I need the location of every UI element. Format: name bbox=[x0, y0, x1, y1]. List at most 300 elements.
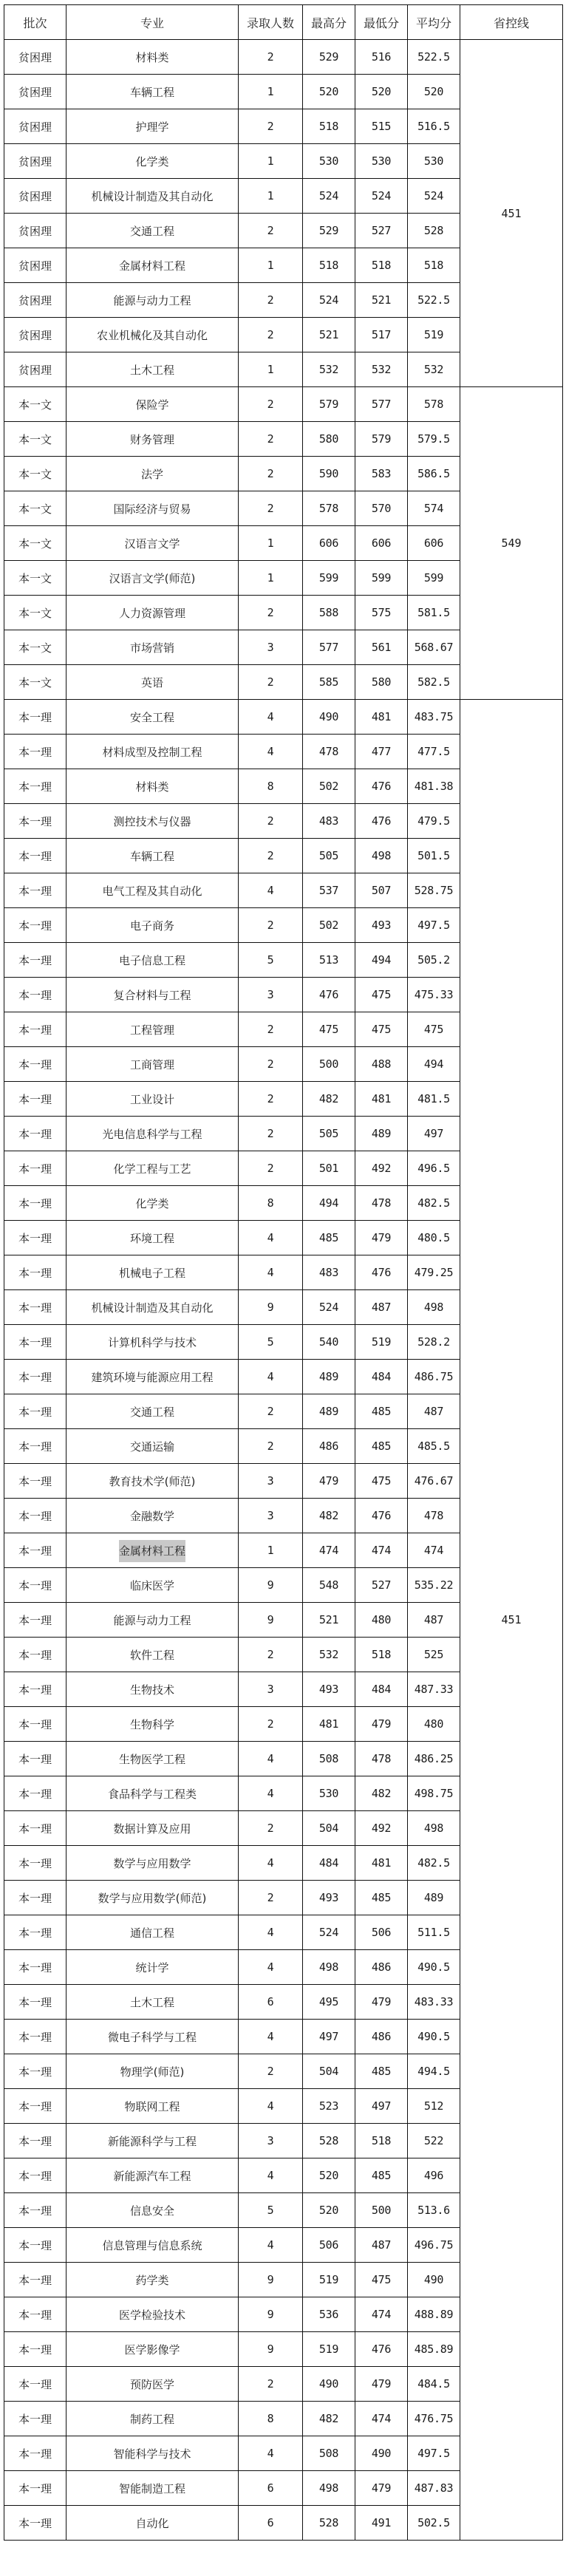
cell-admitted-count: 2 bbox=[239, 1012, 303, 1047]
cell-min-score: 481 bbox=[355, 1082, 408, 1117]
cell-major: 信息安全 bbox=[67, 2193, 239, 2228]
cell-max-score: 475 bbox=[303, 1012, 355, 1047]
cell-min-score: 515 bbox=[355, 109, 408, 144]
cell-major: 国际经济与贸易 bbox=[67, 491, 239, 526]
cell-major: 电子商务 bbox=[67, 908, 239, 943]
cell-control-line: 451 bbox=[460, 700, 563, 2541]
cell-avg-score: 487.33 bbox=[408, 1672, 460, 1707]
cell-avg-score: 528 bbox=[408, 214, 460, 248]
cell-max-score: 493 bbox=[303, 1672, 355, 1707]
cell-admitted-count: 2 bbox=[239, 387, 303, 422]
cell-major: 预防医学 bbox=[67, 2367, 239, 2402]
cell-min-score: 599 bbox=[355, 561, 408, 596]
cell-max-score: 606 bbox=[303, 526, 355, 561]
cell-major: 法学 bbox=[67, 457, 239, 491]
cell-major: 金融数学 bbox=[67, 1499, 239, 1533]
cell-max-score: 493 bbox=[303, 1881, 355, 1915]
cell-avg-score: 476.67 bbox=[408, 1464, 460, 1499]
cell-avg-score: 532 bbox=[408, 352, 460, 387]
cell-avg-score: 511.5 bbox=[408, 1915, 460, 1950]
cell-admitted-count: 9 bbox=[239, 1603, 303, 1638]
cell-batch: 本一理 bbox=[4, 1325, 67, 1360]
cell-major: 人力资源管理 bbox=[67, 596, 239, 630]
cell-min-score: 481 bbox=[355, 700, 408, 735]
cell-batch: 本一理 bbox=[4, 1429, 67, 1464]
cell-min-score: 479 bbox=[355, 1221, 408, 1255]
cell-avg-score: 599 bbox=[408, 561, 460, 596]
cell-min-score: 485 bbox=[355, 1881, 408, 1915]
cell-max-score: 489 bbox=[303, 1360, 355, 1394]
cell-min-score: 580 bbox=[355, 665, 408, 700]
cell-admitted-count: 2 bbox=[239, 318, 303, 352]
cell-batch: 本一理 bbox=[4, 1672, 67, 1707]
cell-avg-score: 522.5 bbox=[408, 283, 460, 318]
cell-batch: 本一理 bbox=[4, 1811, 67, 1846]
cell-admitted-count: 4 bbox=[239, 873, 303, 908]
cell-major: 软件工程 bbox=[67, 1638, 239, 1672]
header-max-score: 最高分 bbox=[303, 5, 355, 40]
cell-admitted-count: 1 bbox=[239, 75, 303, 109]
cell-avg-score: 490.5 bbox=[408, 1950, 460, 1985]
cell-major: 电子信息工程 bbox=[67, 943, 239, 978]
cell-min-score: 579 bbox=[355, 422, 408, 457]
cell-batch: 本一理 bbox=[4, 1082, 67, 1117]
cell-batch: 本一理 bbox=[4, 1846, 67, 1881]
cell-min-score: 478 bbox=[355, 1186, 408, 1221]
cell-max-score: 590 bbox=[303, 457, 355, 491]
cell-avg-score: 513.6 bbox=[408, 2193, 460, 2228]
cell-batch: 本一理 bbox=[4, 1464, 67, 1499]
table-body bbox=[4, 40, 563, 2541]
cell-major: 信息管理与信息系统 bbox=[67, 2228, 239, 2263]
cell-admitted-count: 2 bbox=[239, 839, 303, 873]
cell-avg-score: 488.89 bbox=[408, 2297, 460, 2332]
cell-avg-score: 606 bbox=[408, 526, 460, 561]
cell-major: 交通工程 bbox=[67, 1394, 239, 1429]
cell-major: 新能源科学与工程 bbox=[67, 2124, 239, 2158]
cell-batch: 本一理 bbox=[4, 1533, 67, 1568]
cell-max-score: 540 bbox=[303, 1325, 355, 1360]
cell-max-score: 577 bbox=[303, 630, 355, 665]
cell-max-score: 530 bbox=[303, 1776, 355, 1811]
cell-major: 制药工程 bbox=[67, 2402, 239, 2436]
cell-min-score: 476 bbox=[355, 2332, 408, 2367]
cell-admitted-count: 4 bbox=[239, 1950, 303, 1985]
cell-major: 财务管理 bbox=[67, 422, 239, 457]
cell-avg-score: 475.33 bbox=[408, 978, 460, 1012]
cell-min-score: 475 bbox=[355, 978, 408, 1012]
cell-batch: 本一文 bbox=[4, 630, 67, 665]
cell-batch: 本一理 bbox=[4, 2124, 67, 2158]
cell-admitted-count: 1 bbox=[239, 144, 303, 179]
cell-avg-score: 487 bbox=[408, 1603, 460, 1638]
cell-batch: 本一文 bbox=[4, 561, 67, 596]
cell-max-score: 578 bbox=[303, 491, 355, 526]
cell-max-score: 536 bbox=[303, 2297, 355, 2332]
cell-avg-score: 579.5 bbox=[408, 422, 460, 457]
cell-admitted-count: 4 bbox=[239, 1776, 303, 1811]
cell-batch: 本一理 bbox=[4, 1117, 67, 1151]
cell-max-score: 599 bbox=[303, 561, 355, 596]
cell-max-score: 474 bbox=[303, 1533, 355, 1568]
cell-batch: 本一理 bbox=[4, 2263, 67, 2297]
cell-avg-score: 484.5 bbox=[408, 2367, 460, 2402]
cell-max-score: 523 bbox=[303, 2089, 355, 2124]
table-row bbox=[4, 387, 563, 422]
cell-max-score: 519 bbox=[303, 2332, 355, 2367]
cell-max-score: 486 bbox=[303, 1429, 355, 1464]
cell-avg-score: 490 bbox=[408, 2263, 460, 2297]
cell-batch: 本一理 bbox=[4, 700, 67, 735]
cell-major: 工商管理 bbox=[67, 1047, 239, 1082]
cell-batch: 本一理 bbox=[4, 2436, 67, 2471]
cell-max-score: 508 bbox=[303, 1742, 355, 1776]
cell-major: 通信工程 bbox=[67, 1915, 239, 1950]
cell-major: 材料类 bbox=[67, 769, 239, 804]
cell-max-score: 518 bbox=[303, 109, 355, 144]
cell-max-score: 498 bbox=[303, 2471, 355, 2506]
cell-avg-score: 496 bbox=[408, 2158, 460, 2193]
cell-admitted-count: 4 bbox=[239, 2020, 303, 2054]
cell-batch: 本一理 bbox=[4, 2402, 67, 2436]
cell-major: 数学与应用数学 bbox=[67, 1846, 239, 1881]
cell-min-score: 484 bbox=[355, 1360, 408, 1394]
cell-min-score: 474 bbox=[355, 2402, 408, 2436]
cell-avg-score: 483.33 bbox=[408, 1985, 460, 2020]
cell-min-score: 517 bbox=[355, 318, 408, 352]
cell-min-score: 485 bbox=[355, 2158, 408, 2193]
cell-admitted-count: 2 bbox=[239, 1151, 303, 1186]
cell-batch: 本一理 bbox=[4, 1221, 67, 1255]
cell-admitted-count: 4 bbox=[239, 2228, 303, 2263]
cell-avg-score: 480 bbox=[408, 1707, 460, 1742]
cell-major: 材料成型及控制工程 bbox=[67, 735, 239, 769]
cell-major: 微电子科学与工程 bbox=[67, 2020, 239, 2054]
cell-major: 光电信息科学与工程 bbox=[67, 1117, 239, 1151]
cell-batch: 本一理 bbox=[4, 1151, 67, 1186]
cell-min-score: 497 bbox=[355, 2089, 408, 2124]
cell-min-score: 479 bbox=[355, 2471, 408, 2506]
cell-batch: 贫困理 bbox=[4, 214, 67, 248]
cell-admitted-count: 2 bbox=[239, 665, 303, 700]
cell-max-score: 520 bbox=[303, 2158, 355, 2193]
cell-batch: 本一理 bbox=[4, 2193, 67, 2228]
cell-max-score: 497 bbox=[303, 2020, 355, 2054]
cell-major: 汉语言文学(师范) bbox=[67, 561, 239, 596]
cell-min-score: 561 bbox=[355, 630, 408, 665]
cell-batch: 贫困理 bbox=[4, 318, 67, 352]
cell-avg-score: 522 bbox=[408, 2124, 460, 2158]
cell-min-score: 479 bbox=[355, 1985, 408, 2020]
cell-min-score: 577 bbox=[355, 387, 408, 422]
cell-min-score: 485 bbox=[355, 2054, 408, 2089]
cell-avg-score: 494 bbox=[408, 1047, 460, 1082]
highlighted-text[interactable]: 金属材料工程 bbox=[119, 1540, 185, 1562]
cell-batch: 本一理 bbox=[4, 2297, 67, 2332]
cell-admitted-count: 3 bbox=[239, 1499, 303, 1533]
cell-max-score: 479 bbox=[303, 1464, 355, 1499]
cell-avg-score: 475 bbox=[408, 1012, 460, 1047]
cell-min-score: 506 bbox=[355, 1915, 408, 1950]
cell-avg-score: 512 bbox=[408, 2089, 460, 2124]
cell-batch: 本一理 bbox=[4, 2367, 67, 2402]
cell-max-score: 508 bbox=[303, 2436, 355, 2471]
header-row bbox=[4, 5, 563, 40]
cell-min-score: 485 bbox=[355, 1394, 408, 1429]
cell-batch: 贫困理 bbox=[4, 40, 67, 75]
cell-batch: 本一理 bbox=[4, 873, 67, 908]
cell-batch: 贫困理 bbox=[4, 283, 67, 318]
cell-batch: 本一理 bbox=[4, 2228, 67, 2263]
cell-min-score: 481 bbox=[355, 1846, 408, 1881]
cell-avg-score: 481.5 bbox=[408, 1082, 460, 1117]
cell-batch: 本一理 bbox=[4, 2020, 67, 2054]
cell-major: 化学类 bbox=[67, 1186, 239, 1221]
cell-major: 智能科学与技术 bbox=[67, 2436, 239, 2471]
cell-admitted-count: 3 bbox=[239, 978, 303, 1012]
cell-max-score: 485 bbox=[303, 1221, 355, 1255]
cell-avg-score: 479.25 bbox=[408, 1255, 460, 1290]
cell-max-score: 524 bbox=[303, 1290, 355, 1325]
cell-batch: 本一理 bbox=[4, 1603, 67, 1638]
cell-admitted-count: 2 bbox=[239, 2367, 303, 2402]
cell-admitted-count: 5 bbox=[239, 943, 303, 978]
cell-avg-score: 496.75 bbox=[408, 2228, 460, 2263]
cell-batch: 本一理 bbox=[4, 1360, 67, 1394]
cell-batch: 本一理 bbox=[4, 908, 67, 943]
cell-max-score: 489 bbox=[303, 1394, 355, 1429]
cell-batch: 本一理 bbox=[4, 1638, 67, 1672]
cell-max-score: 520 bbox=[303, 75, 355, 109]
cell-major: 电气工程及其自动化 bbox=[67, 873, 239, 908]
cell-admitted-count: 2 bbox=[239, 1638, 303, 1672]
cell-major: 汉语言文学 bbox=[67, 526, 239, 561]
cell-admitted-count: 5 bbox=[239, 1325, 303, 1360]
cell-admitted-count: 2 bbox=[239, 908, 303, 943]
cell-batch: 本一理 bbox=[4, 1255, 67, 1290]
cell-min-score: 479 bbox=[355, 1707, 408, 1742]
cell-avg-score: 518 bbox=[408, 248, 460, 283]
cell-major: 市场营销 bbox=[67, 630, 239, 665]
cell-major: 交通运输 bbox=[67, 1429, 239, 1464]
cell-max-score: 588 bbox=[303, 596, 355, 630]
cell-major: 金属材料工程 bbox=[67, 248, 239, 283]
cell-major: 环境工程 bbox=[67, 1221, 239, 1255]
cell-major: 测控技术与仪器 bbox=[67, 804, 239, 839]
cell-avg-score: 487.83 bbox=[408, 2471, 460, 2506]
cell-min-score: 486 bbox=[355, 1950, 408, 1985]
cell-major: 新能源汽车工程 bbox=[67, 2158, 239, 2193]
cell-admitted-count: 4 bbox=[239, 1742, 303, 1776]
cell-major: 材料类 bbox=[67, 40, 239, 75]
cell-batch: 本一理 bbox=[4, 1881, 67, 1915]
cell-min-score: 527 bbox=[355, 1568, 408, 1603]
cell-avg-score: 568.67 bbox=[408, 630, 460, 665]
cell-max-score: 500 bbox=[303, 1047, 355, 1082]
cell-admitted-count: 2 bbox=[239, 2054, 303, 2089]
cell-max-score: 585 bbox=[303, 665, 355, 700]
cell-min-score: 532 bbox=[355, 352, 408, 387]
cell-admitted-count: 2 bbox=[239, 1881, 303, 1915]
cell-min-score: 475 bbox=[355, 2263, 408, 2297]
cell-major: 药学类 bbox=[67, 2263, 239, 2297]
cell-avg-score: 489 bbox=[408, 1881, 460, 1915]
cell-admitted-count: 1 bbox=[239, 1533, 303, 1568]
cell-admitted-count: 2 bbox=[239, 40, 303, 75]
cell-major: 自动化 bbox=[67, 2506, 239, 2541]
cell-max-score: 579 bbox=[303, 387, 355, 422]
cell-major: 机械设计制造及其自动化 bbox=[67, 1290, 239, 1325]
cell-major: 土木工程 bbox=[67, 1985, 239, 2020]
cell-max-score: 483 bbox=[303, 804, 355, 839]
cell-min-score: 518 bbox=[355, 2124, 408, 2158]
cell-avg-score: 474 bbox=[408, 1533, 460, 1568]
cell-min-score: 575 bbox=[355, 596, 408, 630]
cell-max-score: 483 bbox=[303, 1255, 355, 1290]
cell-admitted-count: 4 bbox=[239, 2436, 303, 2471]
cell-major: 保险学 bbox=[67, 387, 239, 422]
cell-avg-score: 530 bbox=[408, 144, 460, 179]
cell-admitted-count: 2 bbox=[239, 491, 303, 526]
cell-batch: 本一理 bbox=[4, 1568, 67, 1603]
cell-major: 交通工程 bbox=[67, 214, 239, 248]
cell-min-score: 524 bbox=[355, 179, 408, 214]
cell-major: 计算机科学与技术 bbox=[67, 1325, 239, 1360]
cell-major: 车辆工程 bbox=[67, 839, 239, 873]
cell-batch: 本一理 bbox=[4, 839, 67, 873]
cell-avg-score: 519 bbox=[408, 318, 460, 352]
cell-admitted-count: 2 bbox=[239, 804, 303, 839]
cell-avg-score: 486.75 bbox=[408, 1360, 460, 1394]
cell-admitted-count: 4 bbox=[239, 700, 303, 735]
cell-admitted-count: 2 bbox=[239, 1707, 303, 1742]
cell-avg-score: 497.5 bbox=[408, 908, 460, 943]
cell-avg-score: 535.22 bbox=[408, 1568, 460, 1603]
cell-max-score: 524 bbox=[303, 1915, 355, 1950]
cell-admitted-count: 9 bbox=[239, 2297, 303, 2332]
cell-max-score: 548 bbox=[303, 1568, 355, 1603]
cell-admitted-count: 3 bbox=[239, 1464, 303, 1499]
cell-max-score: 505 bbox=[303, 839, 355, 873]
cell-min-score: 516 bbox=[355, 40, 408, 75]
cell-batch: 本一理 bbox=[4, 735, 67, 769]
cell-min-score: 583 bbox=[355, 457, 408, 491]
cell-batch: 本一理 bbox=[4, 2158, 67, 2193]
cell-admitted-count: 8 bbox=[239, 1186, 303, 1221]
cell-min-score: 521 bbox=[355, 283, 408, 318]
cell-avg-score: 477.5 bbox=[408, 735, 460, 769]
cell-major: 物联网工程 bbox=[67, 2089, 239, 2124]
cell-batch: 本一文 bbox=[4, 491, 67, 526]
cell-batch: 本一理 bbox=[4, 804, 67, 839]
cell-batch: 本一理 bbox=[4, 1394, 67, 1429]
cell-batch: 贫困理 bbox=[4, 144, 67, 179]
cell-major: 生物科学 bbox=[67, 1707, 239, 1742]
cell-batch: 本一理 bbox=[4, 769, 67, 804]
cell-admitted-count: 1 bbox=[239, 179, 303, 214]
cell-batch: 本一理 bbox=[4, 2506, 67, 2541]
cell-min-score: 490 bbox=[355, 2436, 408, 2471]
cell-batch: 本一理 bbox=[4, 2054, 67, 2089]
cell-max-score: 494 bbox=[303, 1186, 355, 1221]
cell-batch: 本一文 bbox=[4, 422, 67, 457]
cell-batch: 贫困理 bbox=[4, 352, 67, 387]
cell-admitted-count: 4 bbox=[239, 1221, 303, 1255]
cell-avg-score: 487 bbox=[408, 1394, 460, 1429]
cell-min-score: 488 bbox=[355, 1047, 408, 1082]
cell-avg-score: 482.5 bbox=[408, 1186, 460, 1221]
cell-avg-score: 478 bbox=[408, 1499, 460, 1533]
cell-batch: 本一理 bbox=[4, 1707, 67, 1742]
cell-major bbox=[67, 1533, 239, 1568]
cell-admitted-count: 5 bbox=[239, 2193, 303, 2228]
cell-batch: 贫困理 bbox=[4, 75, 67, 109]
cell-avg-score: 516.5 bbox=[408, 109, 460, 144]
cell-avg-score: 479.5 bbox=[408, 804, 460, 839]
cell-min-score: 491 bbox=[355, 2506, 408, 2541]
cell-major: 安全工程 bbox=[67, 700, 239, 735]
cell-max-score: 530 bbox=[303, 144, 355, 179]
cell-admitted-count: 8 bbox=[239, 2402, 303, 2436]
cell-max-score: 501 bbox=[303, 1151, 355, 1186]
cell-avg-score: 524 bbox=[408, 179, 460, 214]
cell-batch: 本一理 bbox=[4, 2089, 67, 2124]
cell-min-score: 476 bbox=[355, 1255, 408, 1290]
cell-avg-score: 498.75 bbox=[408, 1776, 460, 1811]
cell-min-score: 478 bbox=[355, 1742, 408, 1776]
cell-max-score: 504 bbox=[303, 1811, 355, 1846]
cell-batch: 本一理 bbox=[4, 2471, 67, 2506]
cell-batch: 贫困理 bbox=[4, 248, 67, 283]
cell-admitted-count: 2 bbox=[239, 1047, 303, 1082]
cell-batch: 本一理 bbox=[4, 1915, 67, 1950]
cell-min-score: 518 bbox=[355, 1638, 408, 1672]
cell-avg-score: 505.2 bbox=[408, 943, 460, 978]
cell-admitted-count: 3 bbox=[239, 630, 303, 665]
cell-avg-score: 496.5 bbox=[408, 1151, 460, 1186]
cell-max-score: 520 bbox=[303, 2193, 355, 2228]
cell-major: 工程管理 bbox=[67, 1012, 239, 1047]
cell-admitted-count: 4 bbox=[239, 1915, 303, 1950]
cell-major: 能源与动力工程 bbox=[67, 1603, 239, 1638]
cell-max-score: 506 bbox=[303, 2228, 355, 2263]
cell-avg-score: 586.5 bbox=[408, 457, 460, 491]
cell-avg-score: 581.5 bbox=[408, 596, 460, 630]
cell-max-score: 498 bbox=[303, 1950, 355, 1985]
cell-admitted-count: 3 bbox=[239, 2124, 303, 2158]
cell-major: 数学与应用数学(师范) bbox=[67, 1881, 239, 1915]
cell-major: 复合材料与工程 bbox=[67, 978, 239, 1012]
cell-max-score: 521 bbox=[303, 318, 355, 352]
cell-max-score: 513 bbox=[303, 943, 355, 978]
cell-max-score: 521 bbox=[303, 1603, 355, 1638]
header-avg-score: 平均分 bbox=[408, 5, 460, 40]
cell-min-score: 480 bbox=[355, 1603, 408, 1638]
cell-major: 临床医学 bbox=[67, 1568, 239, 1603]
cell-major: 统计学 bbox=[67, 1950, 239, 1985]
cell-avg-score: 490.5 bbox=[408, 2020, 460, 2054]
cell-max-score: 502 bbox=[303, 908, 355, 943]
cell-avg-score: 494.5 bbox=[408, 2054, 460, 2089]
cell-max-score: 476 bbox=[303, 978, 355, 1012]
cell-max-score: 529 bbox=[303, 214, 355, 248]
cell-avg-score: 476.75 bbox=[408, 2402, 460, 2436]
cell-batch: 本一理 bbox=[4, 943, 67, 978]
cell-max-score: 524 bbox=[303, 179, 355, 214]
cell-min-score: 498 bbox=[355, 839, 408, 873]
cell-batch: 本一理 bbox=[4, 978, 67, 1012]
cell-avg-score: 485.5 bbox=[408, 1429, 460, 1464]
